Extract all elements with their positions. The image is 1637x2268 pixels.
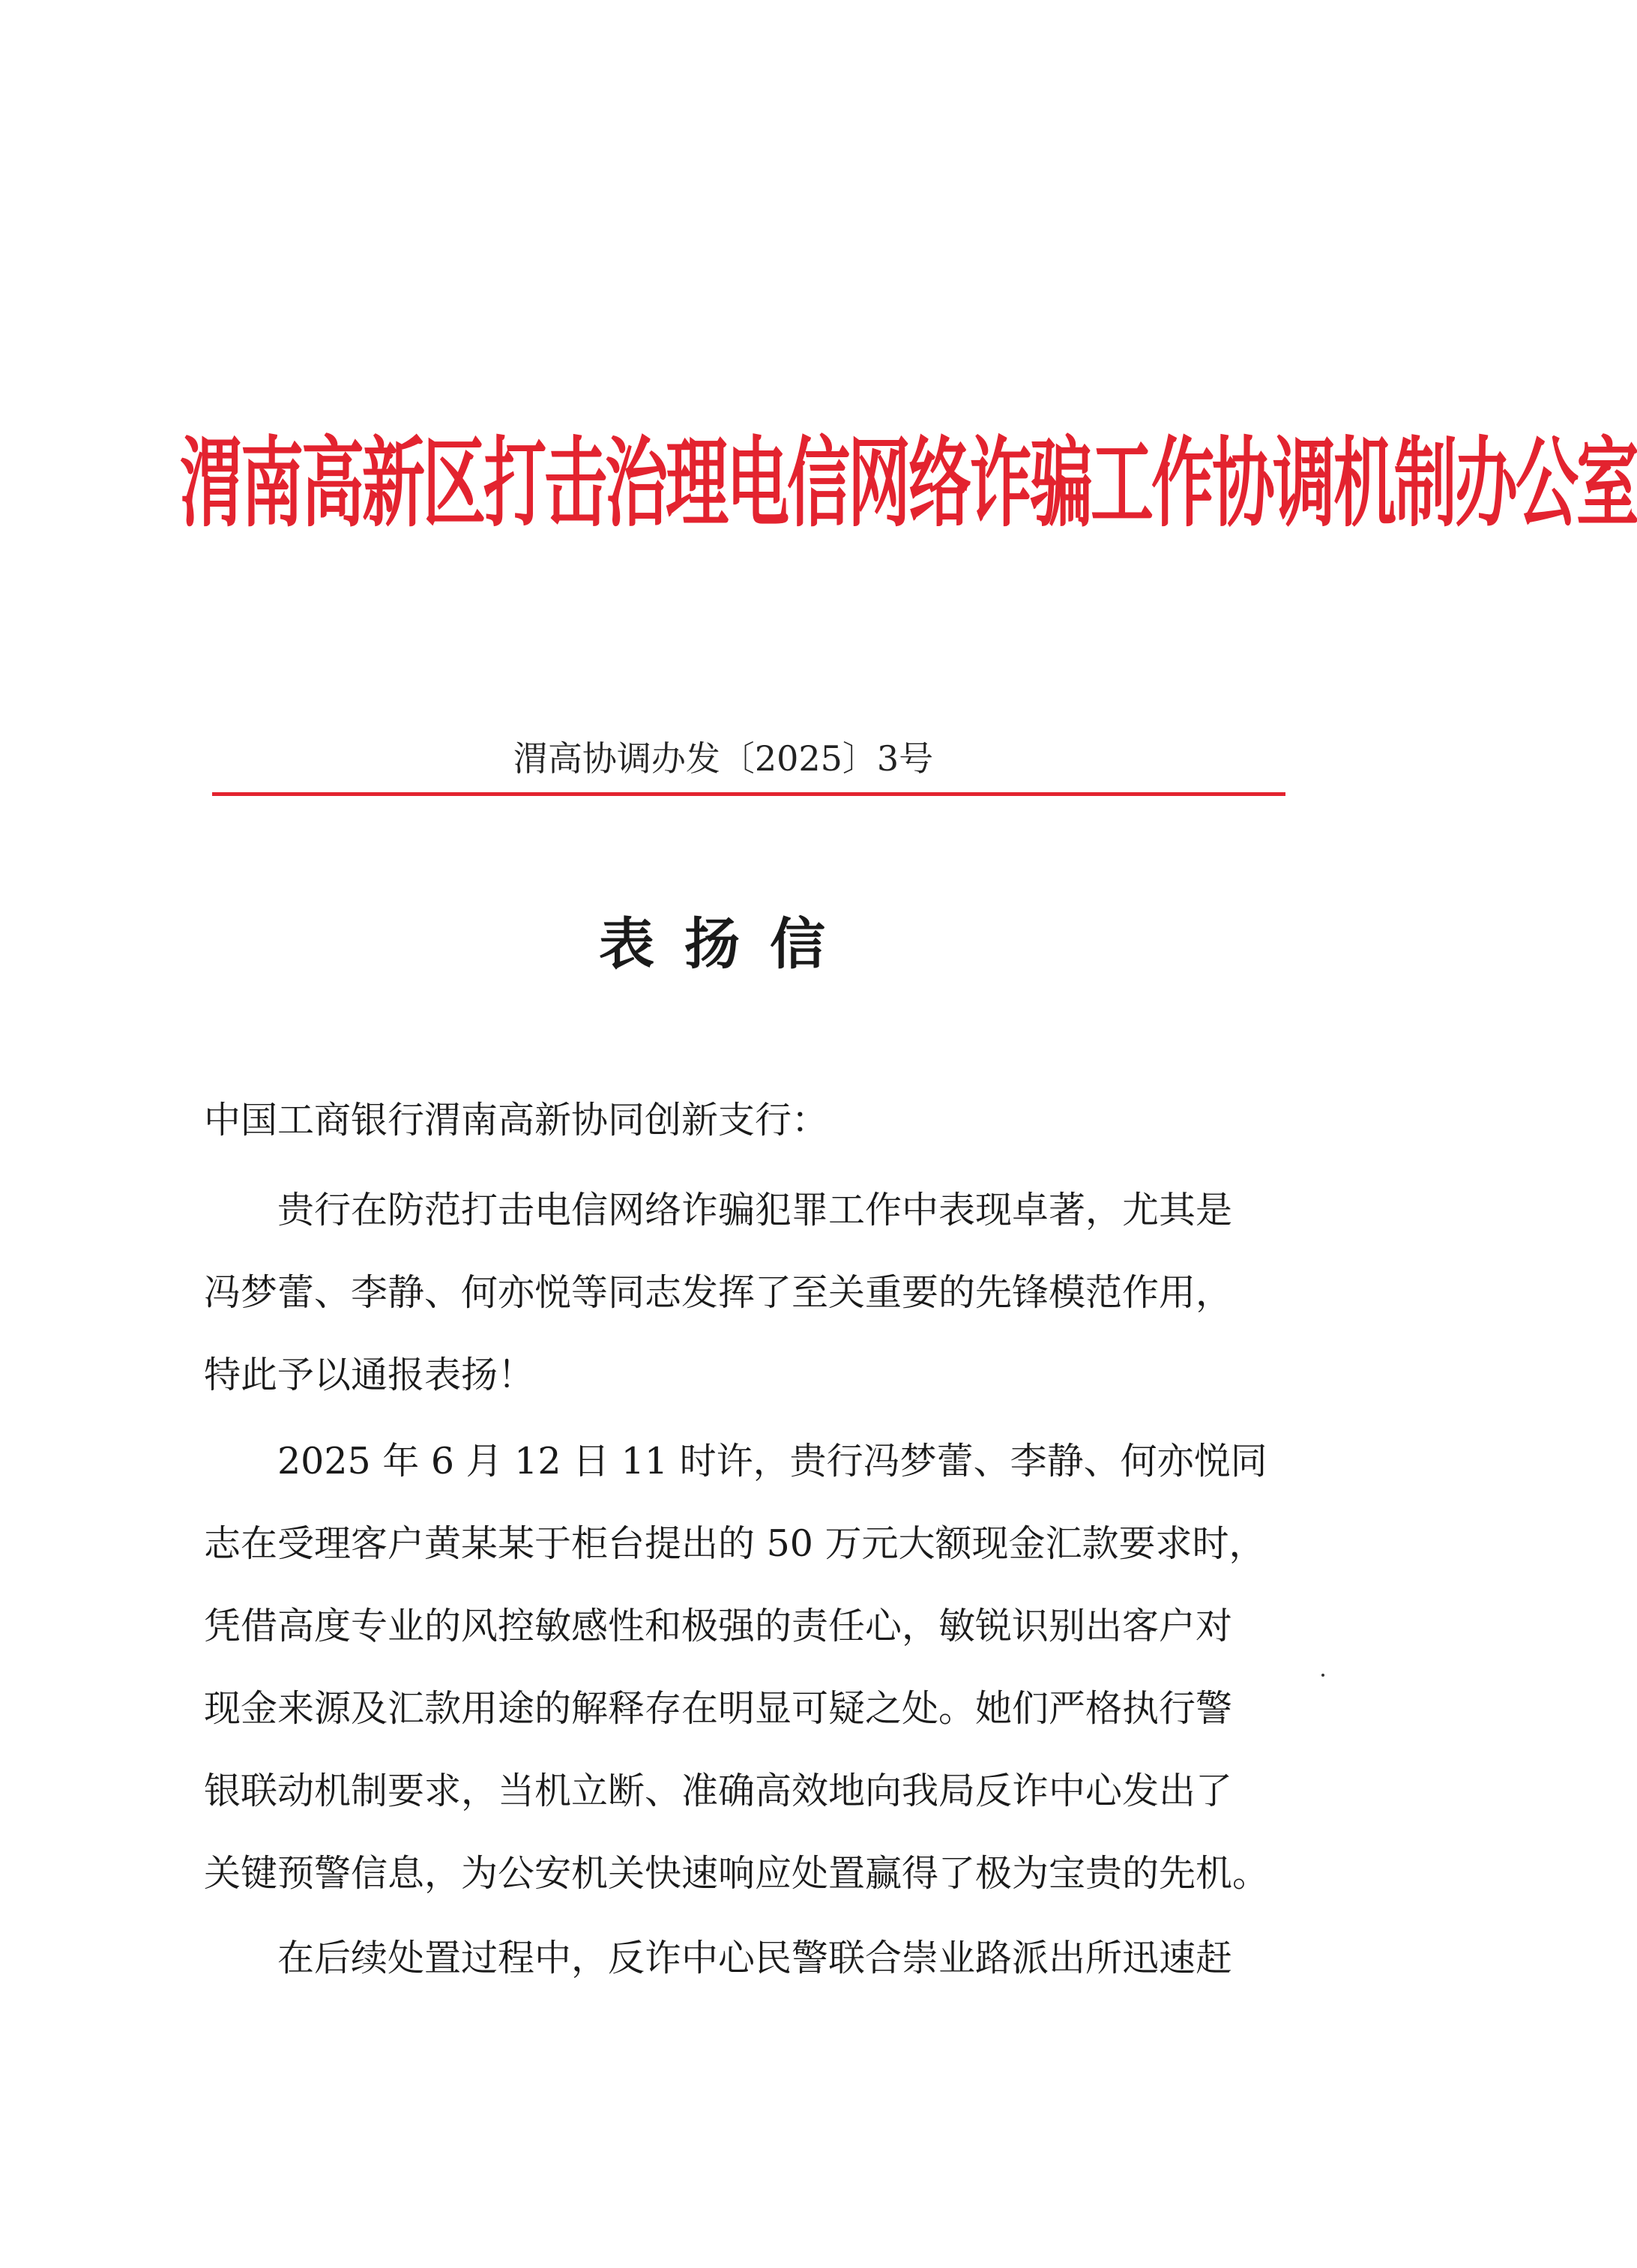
paragraph-2-line-2: 志在受理客户黄某某于柜台提出的 50 万元大额现金汇款要求时，: [204, 1522, 1266, 1565]
red-divider-line: [212, 792, 1285, 796]
scan-speck: [1321, 1674, 1324, 1677]
paragraph-1-line-1: 贵行在防范打击电信网络诈骗犯罪工作中表现卓著，尤其是: [277, 1189, 1233, 1231]
issuing-office-masthead: 渭南高新区打击治理电信网络诈骗工作协调机制办公室: [180, 425, 1637, 540]
paragraph-2-line-5: 银联动机制要求，当机立断、准确高效地向我局反诈中心发出了: [204, 1770, 1233, 1812]
paragraph-2-line-3: 凭借高度专业的风控敏感性和极强的责任心，敏锐识别出客户对: [204, 1605, 1233, 1647]
paragraph-2-line-6: 关键预警信息，为公安机关快速响应处置赢得了极为宝贵的先机。: [204, 1852, 1270, 1895]
document-number: 渭高协调办发〔2025〕3号: [513, 738, 934, 779]
paragraph-1-line-2: 冯梦蕾、李静、何亦悦等同志发挥了至关重要的先锋模范作用，: [204, 1271, 1233, 1314]
paragraph-3-line-1: 在后续处置过程中，反诈中心民警联合崇业路派出所迅速赶: [277, 1937, 1233, 1979]
letter-title: 表扬信: [599, 912, 855, 977]
paragraph-1-line-3: 特此予以通报表扬！: [204, 1354, 535, 1396]
paragraph-2-line-1: 2025 年 6 月 12 日 11 时许，贵行冯梦蕾、李静、何亦悦同: [277, 1440, 1267, 1483]
paragraph-2-line-4: 现金来源及汇款用途的解释存在明显可疑之处。她们严格执行警: [204, 1687, 1233, 1730]
salutation: 中国工商银行渭南高新协同创新支行：: [204, 1099, 829, 1141]
